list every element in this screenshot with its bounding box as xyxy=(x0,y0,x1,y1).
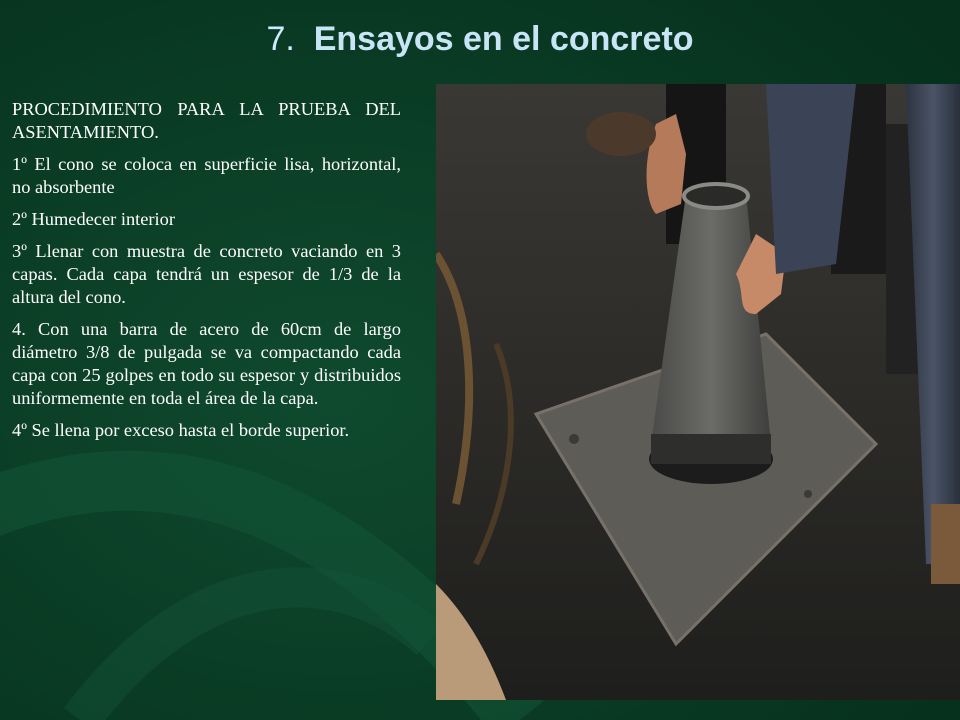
step-2: 2º Humedecer interior xyxy=(12,209,175,229)
step-5: 4º Se llena por exceso hasta el borde superior. xyxy=(12,420,350,440)
slump-test-photo xyxy=(436,84,960,700)
procedure-text xyxy=(12,98,401,451)
step-1: 1º El cono se coloca en superficie lisa, horizontal, no absorbente xyxy=(12,154,401,197)
slide-title xyxy=(0,20,960,59)
title-number: 7. xyxy=(266,20,295,58)
step-4: 4. Con una barra de acero de 60cm de largo diámetro 3/8 de pulgada se va compactando cada capa con 25 golpes en todo su espesor y distribuidos uniformemente en toda el área de la capa. xyxy=(12,319,401,408)
procedure-heading: PROCEDIMIENTO PARA LA PRUEBA DEL ASENTAMIENTO. xyxy=(12,99,401,142)
step-3: 3º Llenar con muestra de concreto vaciando en 3 capas. Cada capa tendrá un espesor de 1/3 de la altura del cono. xyxy=(12,241,401,307)
title-text: Ensayos en el concreto xyxy=(313,20,694,58)
